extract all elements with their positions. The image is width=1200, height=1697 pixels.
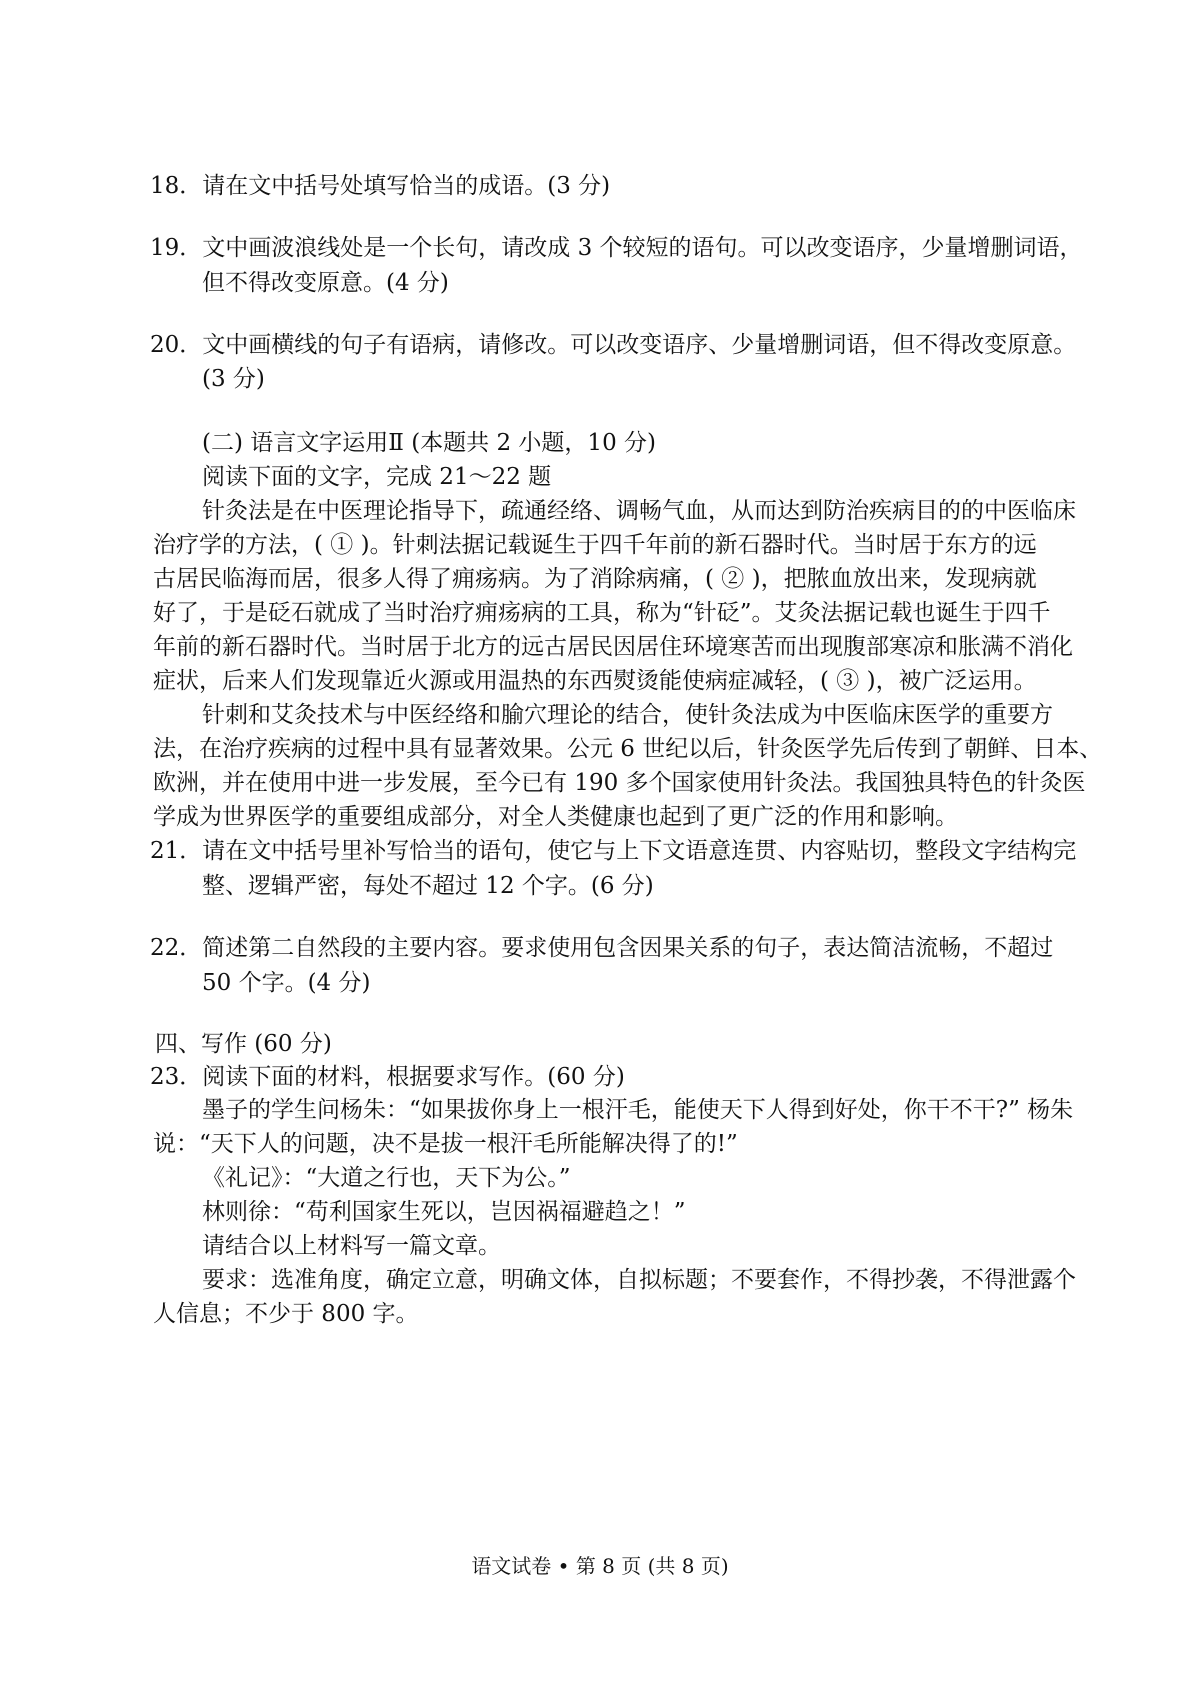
question-20-line2: (3 分)	[202, 366, 265, 392]
passage-line: 年前的新石器时代。当时居于北方的远古居民因居住环境寒苦而出现腹部寒凉和胀满不消化	[153, 634, 1073, 660]
section-4-title: 四、写作 (60 分)	[155, 1031, 332, 1057]
question-21-line2: 整、逻辑严密，每处不超过 12 个字。(6 分)	[202, 873, 654, 899]
passage-line: 好了，于是砭石就成了当时治疗痈疡病的工具，称为“针砭”。艾灸法据记载也诞生于四千	[153, 600, 1051, 626]
question-18: 18．请在文中括号处填写恰当的成语。(3 分)	[150, 173, 611, 199]
material-line: 请结合以上材料写一篇文章。	[202, 1233, 501, 1259]
passage-line: 针灸法是在中医理论指导下，疏通经络、调畅气血，从而达到防治疾病目的的中医临床	[202, 498, 1076, 524]
question-19-line1: 19．文中画波浪线处是一个长句，请改成 3 个较短的语句。可以改变语序，少量增删词语，	[150, 235, 1083, 261]
question-23-line1: 23．阅读下面的材料，根据要求写作。(60 分)	[150, 1064, 625, 1090]
passage-line: 症状，后来人们发现靠近火源或用温热的东西熨烫能使病症减轻，( ③ )，被广泛运用。	[153, 668, 1037, 694]
page-footer: 语文试卷 • 第 8 页 (共 8 页)	[471, 1554, 729, 1578]
material-line: 墨子的学生问杨朱：“如果拔你身上一根汗毛，能使天下人得到好处，你干不干?” 杨朱	[202, 1097, 1074, 1123]
passage-line: 古居民临海而居，很多人得了痈疡病。为了消除病痛，( ② )，把脓血放出来，发现病就	[153, 566, 1037, 592]
material-line: 《礼记》：“大道之行也，天下为公。”	[202, 1165, 571, 1191]
passage-line: 学成为世界医学的重要组成部分，对全人类健康也起到了更广泛的作用和影响。	[153, 804, 958, 830]
passage-line: 欧洲，并在使用中进一步发展，至今已有 190 多个国家使用针灸法。我国独具特色的针灸医	[153, 770, 1086, 796]
section-2-instruction: 阅读下面的文字，完成 21～22 题	[202, 464, 552, 490]
passage-line: 治疗学的方法，( ① )。针刺法据记载诞生于四千年前的新石器时代。当时居于东方的远	[153, 532, 1037, 558]
material-line: 人信息；不少于 800 字。	[153, 1301, 419, 1327]
question-20-line1: 20．文中画横线的句子有语病，请修改。可以改变语序、少量增删词语，但不得改变原意。	[150, 332, 1077, 358]
section-2-title: (二) 语言文字运用Ⅱ (本题共 2 小题，10 分)	[202, 430, 656, 456]
question-22-line2: 50 个字。(4 分)	[202, 970, 371, 996]
question-19-line2: 但不得改变原意。(4 分)	[202, 270, 449, 296]
material-line: 要求：选准角度，确定立意，明确文体，自拟标题；不要套作，不得抄袭，不得泄露个	[202, 1267, 1076, 1293]
passage-line: 法，在治疗疾病的过程中具有显著效果。公元 6 世纪以后，针灸医学先后传到了朝鲜、日本、	[153, 736, 1103, 762]
material-line: 说：“天下人的问题，决不是拔一根汗毛所能解决得了的!”	[153, 1131, 738, 1157]
question-22-line1: 22．简述第二自然段的主要内容。要求使用包含因果关系的句子，表达简洁流畅，不超过	[150, 935, 1054, 961]
passage-line: 针刺和艾灸技术与中医经络和腧穴理论的结合，使针灸法成为中医临床医学的重要方	[202, 702, 1053, 728]
question-21-line1: 21．请在文中括号里补写恰当的语句，使它与上下文语意连贯、内容贴切，整段文字结构完	[150, 838, 1077, 864]
material-line: 林则徐：“苟利国家生死以，岂因祸福避趋之！”	[202, 1199, 686, 1225]
